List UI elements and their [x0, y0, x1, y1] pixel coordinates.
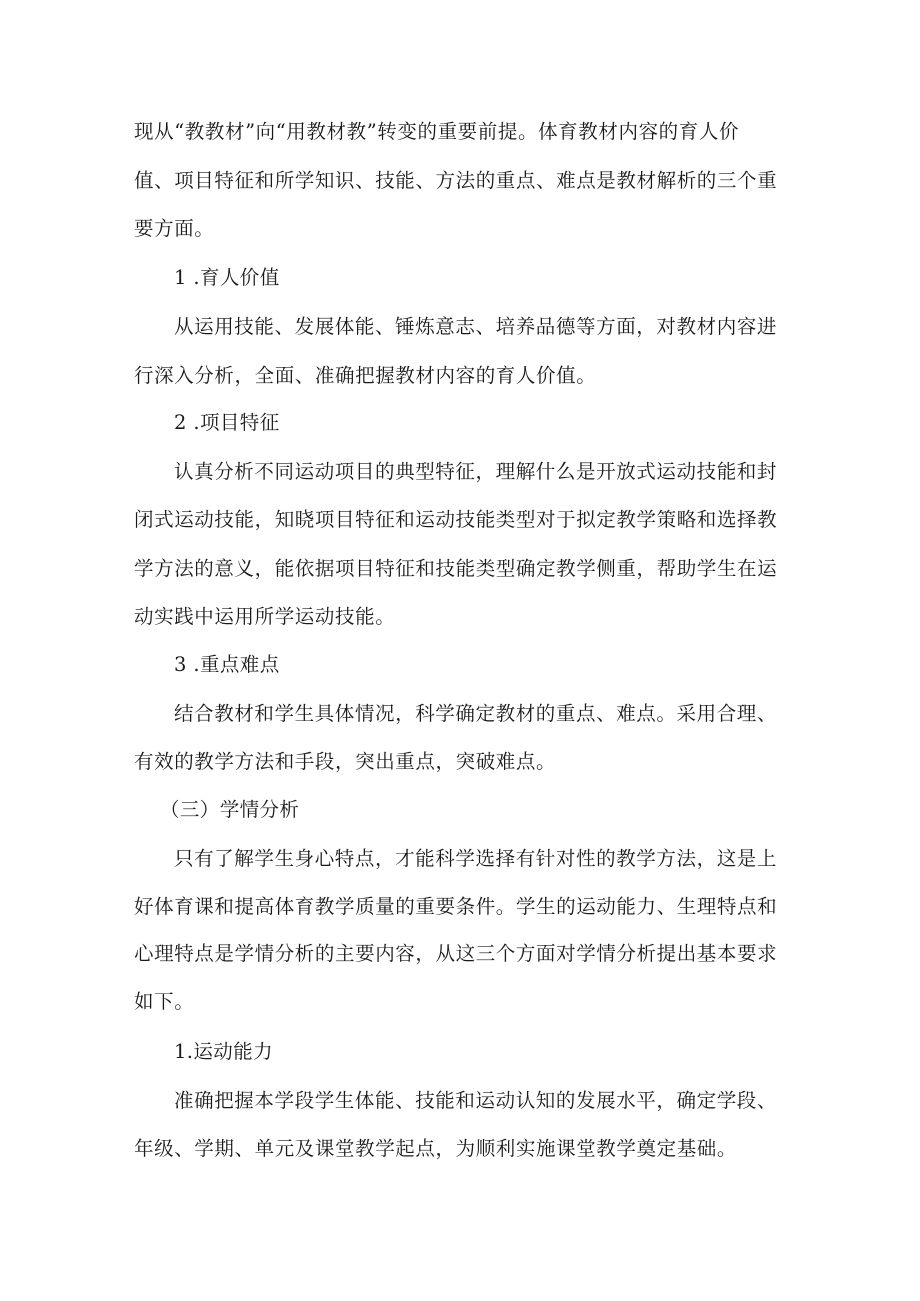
paragraph-line: 有效的教学方法和手段，突出重点，突破难点。	[134, 750, 557, 773]
paragraph-line: 动实践中运用所学运动技能。	[134, 605, 396, 628]
subheading-key-difficulties: 3 .重点难点	[174, 653, 280, 676]
paragraph-line: 只有了解学生身心特点，才能科学选择有针对性的教学方法，这是上	[174, 847, 778, 870]
paragraph-line: 心理特点是学情分析的主要内容，从这三个方面对学情分析提出基本要求	[134, 942, 778, 965]
paragraph-line: 学方法的意义，能依据项目特征和技能类型确定教学侧重，帮助学生在运	[134, 557, 778, 580]
paragraph-line: 现从“教教材”向“用教材教”转变的重要前提。体育教材内容的育人价	[134, 120, 740, 143]
paragraph-line: 从运用技能、发展体能、锤炼意志、培养品德等方面，对教材内容进	[174, 315, 778, 338]
subheading-project-features: 2 .项目特征	[174, 411, 280, 434]
paragraph-line: 好体育课和提高体育教学质量的重要条件。学生的运动能力、生理特点和	[134, 895, 778, 918]
paragraph-line: 年级、学期、单元及课堂教学起点，为顺利实施课堂教学奠定基础。	[134, 1137, 738, 1160]
paragraph-line: 行深入分析，全面、准确把握教材内容的育人价值。	[134, 364, 597, 387]
paragraph-line: 值、项目特征和所学知识、技能、方法的重点、难点是教材解析的三个重	[134, 169, 778, 192]
paragraph-line: 准确把握本学段学生体能、技能和运动认知的发展水平，确定学段、	[174, 1089, 778, 1112]
paragraph-line: 闭式运动技能，知晓项目特征和运动技能类型对于拟定教学策略和选择教	[134, 508, 778, 531]
paragraph-line: 要方面。	[134, 217, 215, 240]
subheading-education-value: 1 .育人价值	[174, 266, 280, 289]
subheading-motor-ability: 1.运动能力	[174, 1040, 274, 1063]
paragraph-line: 结合教材和学生具体情况，科学确定教材的重点、难点。采用合理、	[174, 702, 778, 725]
paragraph-line: 如下。	[134, 990, 195, 1013]
paragraph-line: 认真分析不同运动项目的典型特征，理解什么是开放式运动技能和封	[174, 460, 778, 483]
section-heading-student-analysis: （三）学情分析	[160, 798, 300, 821]
